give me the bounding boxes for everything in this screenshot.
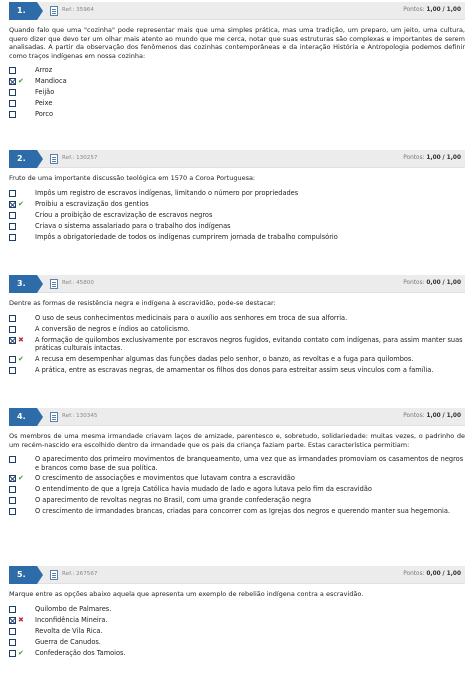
question-points	[403, 7, 461, 13]
option-checkbox[interactable]	[9, 639, 16, 646]
document-icon[interactable]	[50, 570, 58, 580]
option-label: Impôs um registro de escravos indígenas, limitando o número por propriedades	[35, 188, 299, 197]
points-max: / 1,00	[442, 571, 461, 577]
option-label: A prática, entre as escravas negras, de amamentar os filhos dos donos para estreitar assim seus vínculos com a família.	[35, 365, 434, 374]
option-label: O aparecimento de revoltas negras no Brasil, com uma grande confederação negra	[35, 496, 312, 505]
option-item[interactable]	[9, 325, 465, 334]
option-label: O crescimento de associações e movimentos que lutavam contra a escravidão	[35, 474, 295, 483]
question-ref: Ref.: 130257	[62, 155, 98, 161]
option-item[interactable]	[9, 485, 465, 494]
option-checkbox[interactable]	[9, 234, 16, 241]
option-checkbox[interactable]	[9, 606, 16, 613]
option-item[interactable]	[9, 496, 465, 505]
option-item[interactable]	[9, 336, 465, 353]
option-checkbox[interactable]	[9, 111, 16, 118]
option-item[interactable]	[9, 605, 465, 614]
question-card-2	[9, 150, 465, 244]
option-checkbox[interactable]	[9, 356, 16, 363]
option-label: A recusa em desempenhar algumas das funções dadas pelo senhor, o banzo, as revoltas e a fuga para quilombos.	[35, 354, 414, 363]
question-number: 3.	[9, 275, 37, 293]
option-checkbox[interactable]	[9, 315, 16, 322]
question-text: Quando falo que uma "cozinha" pode representar mais que uma simples prática, mas uma tradição, um preparo, um jeito, uma cultura, quero dizer que devo ter um olhar mais atento ao mundo que me cerca, notar que suas estruturas são complexas e importantes de serem analisadas. A partir da observação dos fenômenos das cozinhas contemporâneas e da interação História e Antropologia podemos definir como traços indígenas em nossa cozinha:	[9, 26, 465, 60]
points-label: Pontos:	[403, 571, 425, 577]
option-label: Arroz	[35, 66, 53, 75]
option-checkbox[interactable]	[9, 650, 16, 657]
option-label: Guerra de Canudos.	[35, 637, 101, 646]
points-label: Pontos:	[403, 413, 425, 419]
options-list	[9, 189, 465, 242]
option-item[interactable]	[9, 99, 465, 108]
option-checkbox[interactable]	[9, 475, 16, 482]
option-item[interactable]	[9, 507, 465, 516]
option-item[interactable]	[9, 233, 465, 242]
option-item[interactable]	[9, 66, 465, 75]
question-header	[9, 2, 465, 20]
question-text: Fruto de uma importante discussão teológica em 1570 a Coroa Portuguesa:	[9, 174, 256, 182]
correct-check-icon: ✔	[18, 77, 24, 86]
option-label: O uso de seus conhecimentos medicinais para o auxílio aos senhores em troca de sua alforria.	[35, 313, 348, 322]
question-number: 5.	[9, 566, 37, 584]
option-item[interactable]	[9, 77, 465, 86]
question-number: 2.	[9, 150, 37, 168]
option-checkbox[interactable]	[9, 190, 16, 197]
points-max: / 1,00	[442, 7, 461, 13]
option-item[interactable]	[9, 455, 465, 472]
option-item[interactable]	[9, 189, 465, 198]
question-header	[9, 408, 465, 426]
question-points	[403, 280, 461, 286]
question-ref: Ref.: 35964	[62, 7, 94, 13]
correct-check-icon: ✔	[18, 474, 24, 483]
question-ref: Ref.: 130345	[62, 413, 98, 419]
option-item[interactable]	[9, 366, 465, 375]
option-item[interactable]	[9, 110, 465, 119]
option-label: Proibiu a escravização dos gentios	[35, 199, 149, 208]
option-item[interactable]	[9, 314, 465, 323]
option-item[interactable]	[9, 474, 465, 483]
correct-check-icon: ✔	[18, 648, 24, 657]
options-list	[9, 605, 465, 658]
question-text: Marque entre as opções abaixo aquela que apresenta um exemplo de rebelião indígena contra a escravidão.	[9, 590, 364, 598]
points-label: Pontos:	[403, 7, 425, 13]
option-label: Impôs a obrigatoriedade de todos os indígenas cumprirem jornada de trabalho compulsório	[35, 232, 338, 241]
option-checkbox[interactable]	[9, 628, 16, 635]
option-checkbox[interactable]	[9, 100, 16, 107]
option-item[interactable]	[9, 649, 465, 658]
option-label: O aparecimento dos primeiro movimentos de branqueamento, uma vez que as irmandades promoviam os casamentos de negros e brancos como base de sua política.	[35, 455, 464, 472]
option-checkbox[interactable]	[9, 326, 16, 333]
option-label: Mandioca	[35, 77, 67, 86]
points-max: / 1,00	[442, 280, 461, 286]
options-list	[9, 314, 465, 375]
option-checkbox[interactable]	[9, 617, 16, 624]
options-list	[9, 455, 465, 516]
correct-check-icon: ✔	[18, 354, 24, 363]
option-checkbox[interactable]	[9, 78, 16, 85]
option-label: Feijão	[35, 88, 55, 97]
document-icon[interactable]	[50, 279, 58, 289]
option-label: Inconfidência Mineira.	[35, 615, 108, 624]
option-item[interactable]	[9, 627, 465, 636]
option-item[interactable]	[9, 638, 465, 647]
wrong-x-icon: ✖	[18, 615, 24, 624]
points-value: 1,00	[426, 155, 441, 161]
option-checkbox[interactable]	[9, 89, 16, 96]
question-ref: Ref.: 267567	[62, 571, 98, 577]
option-item[interactable]	[9, 616, 465, 625]
correct-check-icon: ✔	[18, 199, 24, 208]
option-label: A conversão de negros e índios ao catolicismo.	[35, 324, 190, 333]
points-value: 1,00	[426, 413, 441, 419]
option-checkbox[interactable]	[9, 201, 16, 208]
points-max: / 1,00	[442, 413, 461, 419]
points-label: Pontos:	[403, 280, 425, 286]
option-checkbox[interactable]	[9, 367, 16, 374]
option-label: O crescimento de irmandades brancas, criadas para concorrer com as Igrejas dos negros e querendo manter sua hegemonia.	[35, 507, 451, 516]
option-item[interactable]	[9, 88, 465, 97]
points-max: / 1,00	[442, 155, 461, 161]
question-card-1	[9, 2, 465, 121]
points-label: Pontos:	[403, 155, 425, 161]
option-label: Confederação dos Tamoios.	[35, 648, 126, 657]
option-checkbox[interactable]	[9, 508, 16, 515]
question-points	[403, 571, 461, 577]
document-icon[interactable]	[50, 412, 58, 422]
points-value: 0,00	[426, 571, 441, 577]
document-icon[interactable]	[50, 6, 58, 16]
option-label: Criou a proibição de escravização de escravos negros	[35, 210, 213, 219]
option-label: Revolta de Vila Rica.	[35, 626, 103, 635]
question-text: Os membros de uma mesma irmandade criavam laços de amizade, parentesco e, sobretudo, solidariedade: muitas vezes, o padrinho de um recém-nascido era escolhido dentro da irmandade que os pais da criança faziam parte. Estas característica permitiam:	[9, 432, 465, 449]
question-number: 1.	[9, 2, 37, 20]
option-checkbox[interactable]	[9, 497, 16, 504]
question-text: Dentre as formas de resistência negra e indígena à escravidão, pode-se destacar:	[9, 299, 276, 307]
option-checkbox[interactable]	[9, 486, 16, 493]
question-header	[9, 566, 465, 584]
option-label: Quilombo de Palmares.	[35, 604, 112, 613]
option-label: Porco	[35, 110, 54, 119]
option-checkbox[interactable]	[9, 456, 16, 463]
question-card-4	[9, 408, 465, 518]
points-value: 1,00	[426, 7, 441, 13]
option-label: Peixe	[35, 99, 53, 108]
question-header	[9, 150, 465, 168]
question-ref: Ref.: 45800	[62, 280, 94, 286]
question-number: 4.	[9, 408, 37, 426]
option-checkbox[interactable]	[9, 212, 16, 219]
option-checkbox[interactable]	[9, 337, 16, 344]
question-header	[9, 275, 465, 293]
question-card-5	[9, 566, 465, 660]
points-value: 0,00	[426, 280, 441, 286]
option-label: A formação de quilombos exclusivamente por escravos negros fugidos, evitando contato com indígenas, para assim manter suas práticas culturais intactas.	[35, 335, 463, 353]
option-item[interactable]	[9, 222, 465, 231]
question-points	[403, 413, 461, 419]
option-checkbox[interactable]	[9, 223, 16, 230]
option-label: O entendimento de que a Igreja Católica havia mudado de lado e agora lutava pelo fim da escravidão	[35, 485, 372, 494]
option-label: Criava o sistema assalariado para o trabalho dos indígenas	[35, 221, 231, 230]
option-item[interactable]	[9, 200, 465, 209]
option-checkbox[interactable]	[9, 67, 16, 74]
option-item[interactable]	[9, 355, 465, 364]
option-item[interactable]	[9, 211, 465, 220]
wrong-x-icon: ✖	[18, 335, 24, 344]
document-icon[interactable]	[50, 154, 58, 164]
question-points	[403, 155, 461, 161]
options-list	[9, 66, 465, 119]
question-card-3	[9, 275, 465, 377]
